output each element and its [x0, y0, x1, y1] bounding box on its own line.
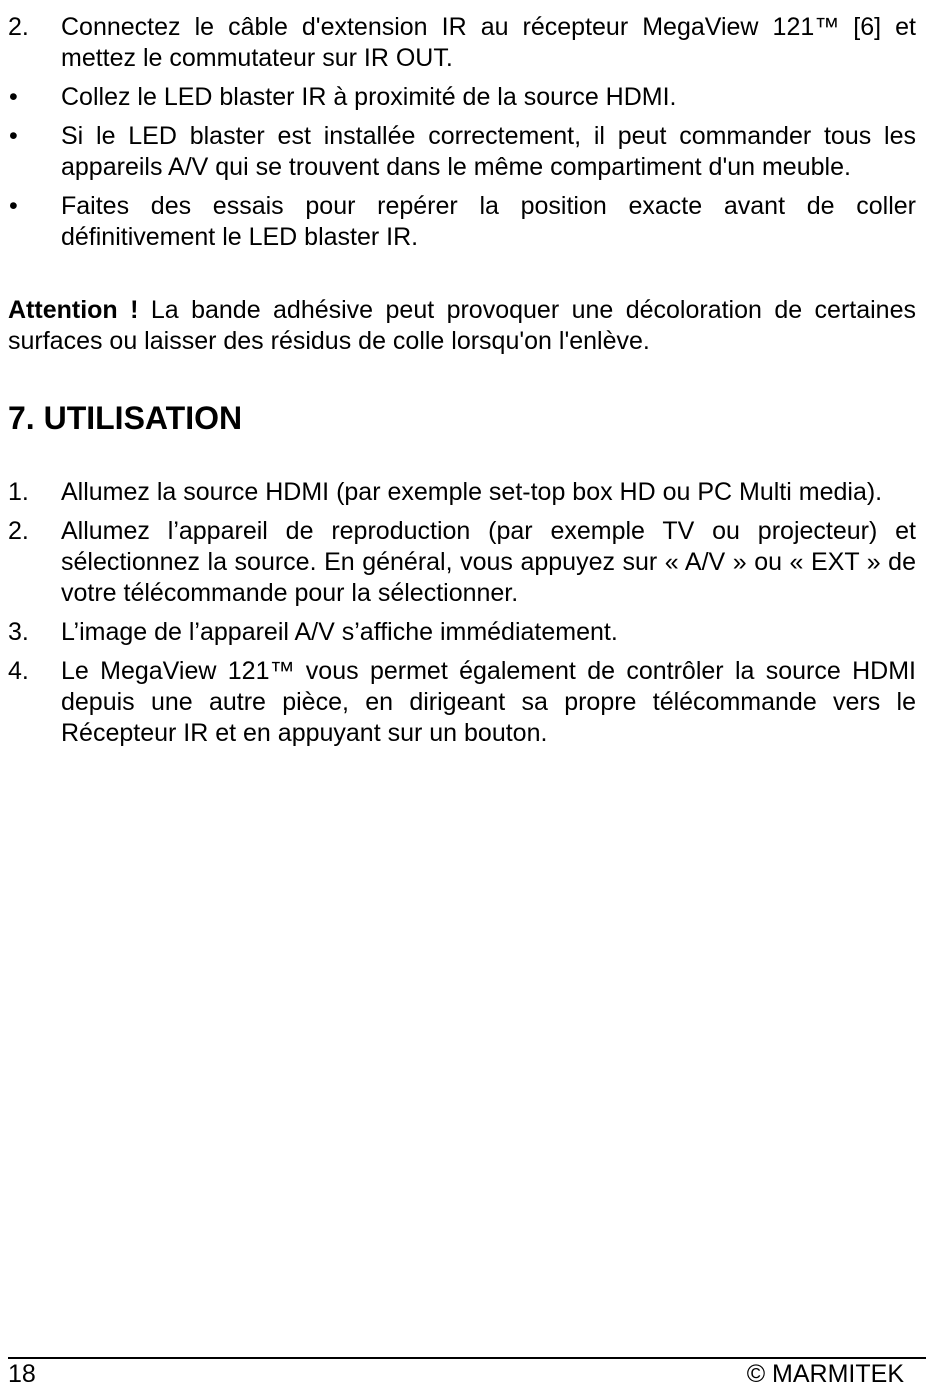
- list-number: 2.: [8, 517, 29, 545]
- attention-note: [8, 295, 916, 357]
- footer-divider: [8, 1357, 926, 1359]
- list-number: 4.: [8, 657, 29, 685]
- list-item: [8, 191, 916, 253]
- list-item-text: L’image de l’appareil A/V s’affiche immédiatement.: [61, 618, 618, 646]
- attention-text: La bande adhésive peut provoquer une décoloration de certaines surfaces ou laisser des résidus de colle lorsqu'on l'enlève.: [8, 296, 916, 355]
- list-number: 1.: [8, 478, 29, 506]
- list-item-text: Connectez le câble d'extension IR au récepteur MegaView 121™ [6] et mettez le commutateur sur IR OUT.: [61, 13, 916, 72]
- list-item-text: Collez le LED blaster IR à proximité de la source HDMI.: [61, 83, 677, 111]
- page-footer: [8, 1360, 904, 1388]
- instruction-list: [8, 12, 916, 253]
- list-item-text: Allumez la source HDMI (par exemple set-top box HD ou PC Multi media).: [61, 478, 883, 506]
- list-item: [8, 82, 916, 113]
- list-item-text: Faites des essais pour repérer la position exacte avant de coller définitivement le LED blaster IR.: [61, 192, 916, 251]
- list-item-text: Le MegaView 121™ vous permet également de contrôler la source HDMI depuis une autre pièce, en dirigeant sa propre télécommande vers le Récepteur IR et en appuyant sur un bouton.: [61, 657, 916, 747]
- list-item: [8, 656, 916, 749]
- bullet-icon: •: [9, 192, 18, 220]
- list-item-text: Allumez l’appareil de reproduction (par exemple TV ou projecteur) et sélectionnez la source. En général, vous appuyez sur « A/V » ou « EXT » de votre télécommande pour la sélectionner.: [61, 517, 916, 607]
- usage-steps-list: [8, 477, 916, 749]
- attention-label: Attention !: [8, 296, 139, 324]
- list-number: 3.: [8, 618, 29, 646]
- bullet-icon: •: [9, 122, 18, 150]
- page-number: 18: [8, 1360, 36, 1388]
- section-heading: 7. UTILISATION: [8, 400, 243, 436]
- list-item: [8, 12, 916, 74]
- list-number: 2.: [8, 13, 29, 41]
- copyright-notice: © MARMITEK: [746, 1360, 904, 1388]
- bullet-icon: •: [9, 83, 18, 111]
- list-item: [8, 121, 916, 183]
- document-page: [8, 12, 916, 757]
- list-item-text: Si le LED blaster est installée correctement, il peut commander tous les appareils A/V qui se trouvent dans le même compartiment d'un meuble.: [61, 122, 916, 181]
- list-item: [8, 477, 916, 508]
- list-item: [8, 516, 916, 609]
- list-item: [8, 617, 916, 648]
